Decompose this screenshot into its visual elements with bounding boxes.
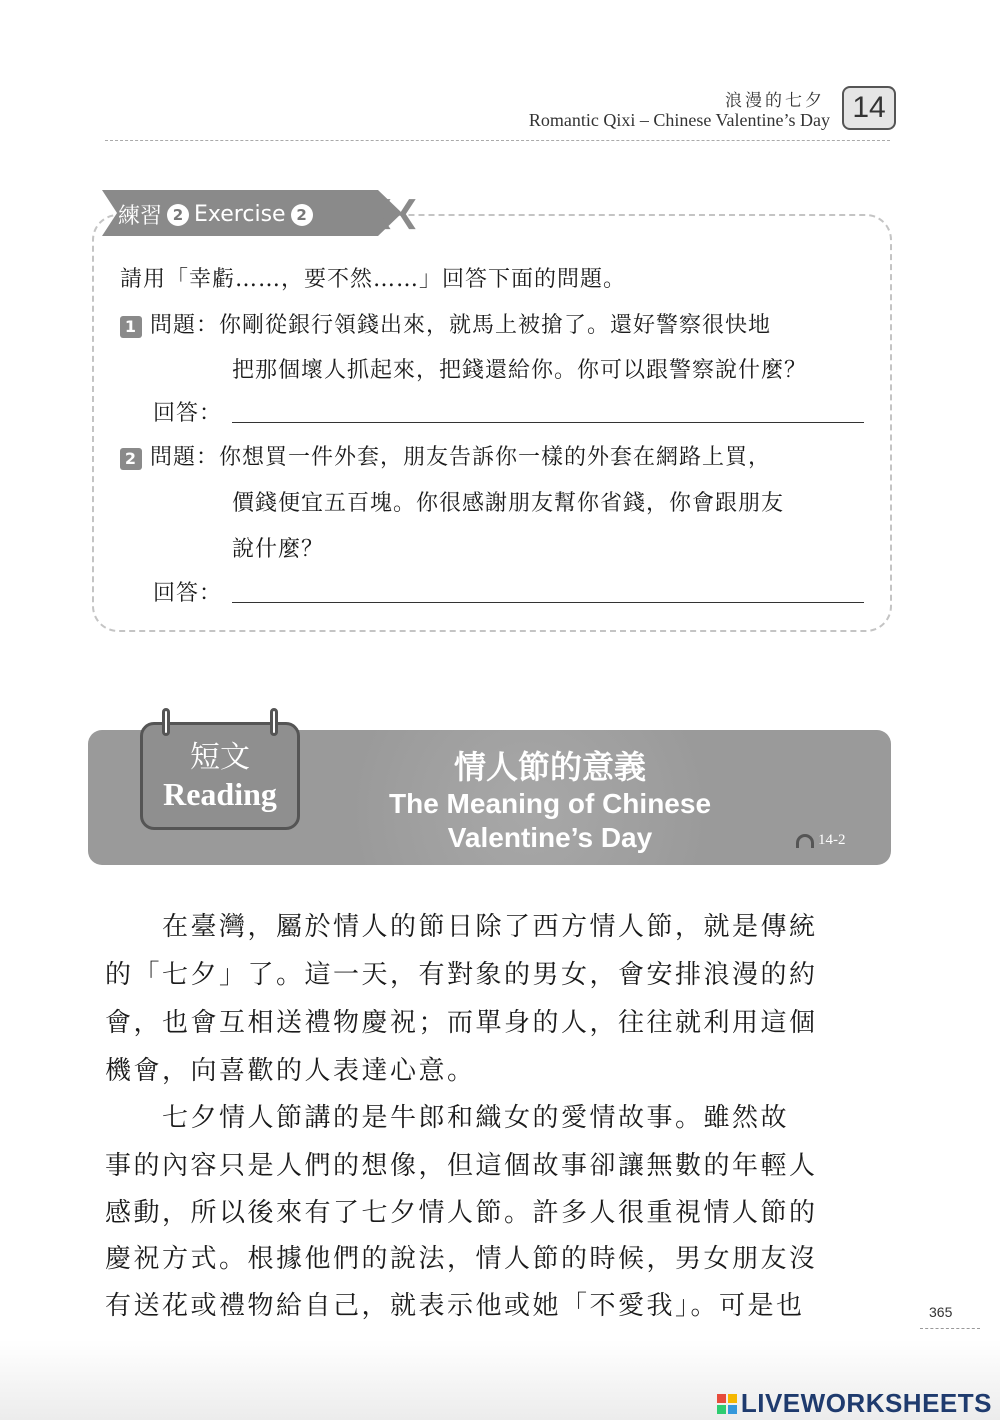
question-2	[120, 440, 771, 471]
brand-logo-icon	[717, 1394, 737, 1414]
reading-line-5: 七夕情人節講的是牛郎和織女的愛情故事。雖然故	[105, 1103, 790, 1133]
logo-square-red	[717, 1394, 726, 1403]
audio-track[interactable]	[796, 832, 846, 849]
answer-1-label: 回答：	[153, 401, 223, 426]
chevron-left-icon: ❮❮	[370, 195, 421, 230]
question-2-line-3: 說什麼？	[232, 537, 325, 562]
exercise-label-en: Exercise	[194, 202, 286, 227]
exercise-number-badge-2: 2	[291, 204, 313, 226]
page-number: 365	[929, 1304, 953, 1320]
page-number-divider	[920, 1328, 980, 1329]
logo-square-green	[717, 1405, 726, 1414]
reading-tag-en: Reading	[163, 776, 277, 812]
audio-track-number: 14-2	[818, 832, 846, 848]
reading-tag-cn: 短文	[190, 740, 250, 775]
exercise-instruction: 請用「幸虧……，要不然……」回答下面的問題。	[120, 267, 627, 292]
question-2-number: 2	[120, 448, 142, 470]
question-2-line-2: 價錢便宜五百塊。你很感謝朋友幫你省錢，你會跟朋友	[232, 491, 785, 516]
answer-2-line[interactable]	[232, 602, 864, 603]
header-divider	[105, 140, 890, 141]
question-1-number: 1	[120, 316, 142, 338]
question-2-line-1: 問題：你想買一件外套，朋友告訴你一樣的外套在網路上買，	[150, 445, 772, 470]
logo-square-blue	[728, 1405, 737, 1414]
reading-line-7: 感動，所以後來有了七夕情人節。許多人很重視情人節的	[105, 1198, 818, 1228]
logo-square-yellow	[728, 1394, 737, 1403]
reading-line-4: 機會，向喜歡的人表達心意。	[105, 1056, 476, 1086]
reading-line-1: 在臺灣，屬於情人的節日除了西方情人節，就是傳統	[105, 912, 818, 942]
reading-line-9: 有送花或禮物給自己，就表示他或她「不愛我」。可是也	[105, 1291, 805, 1321]
reading-title-en-line-2: Valentine’s Day	[447, 822, 653, 853]
answer-2-label: 回答：	[153, 581, 223, 606]
answer-1-line[interactable]	[232, 422, 864, 423]
reading-line-2: 的「七夕」了。這一天，有對象的男女，會安排浪漫的約	[105, 960, 818, 990]
liveworksheets-brand[interactable]	[717, 1388, 992, 1419]
headphones-icon	[796, 834, 814, 848]
exercise-label-cn: 練習	[118, 204, 163, 229]
lesson-title-cn: 浪漫的七夕	[725, 91, 825, 111]
exercise-number-badge: 2	[167, 204, 189, 226]
reading-line-3: 會，也會互相送禮物慶祝；而單身的人，往往就利用這個	[105, 1008, 818, 1038]
brand-name: LIVEWORKSHEETS	[740, 1388, 992, 1418]
reading-title-en-line-1: The Meaning of Chinese	[388, 788, 712, 819]
reading-title-cn: 情人節的意義	[453, 748, 646, 786]
question-1	[120, 308, 771, 339]
lesson-number-badge: 14	[842, 86, 896, 130]
reading-line-8: 慶祝方式。根據他們的說法，情人節的時候，男女朋友沒	[105, 1244, 818, 1274]
question-1-line-2: 把那個壞人抓起來，把錢還給你。你可以跟警察說什麼？	[232, 358, 808, 383]
question-1-line-1: 問題：你剛從銀行領錢出來，就馬上被搶了。還好警察很快地	[150, 313, 772, 338]
exercise-label	[118, 199, 313, 230]
lesson-title-en: Romantic Qixi – Chinese Valentine’s Day	[528, 110, 830, 130]
reading-line-6: 事的內容只是人們的想像，但這個故事卻讓無數的年輕人	[105, 1151, 818, 1181]
